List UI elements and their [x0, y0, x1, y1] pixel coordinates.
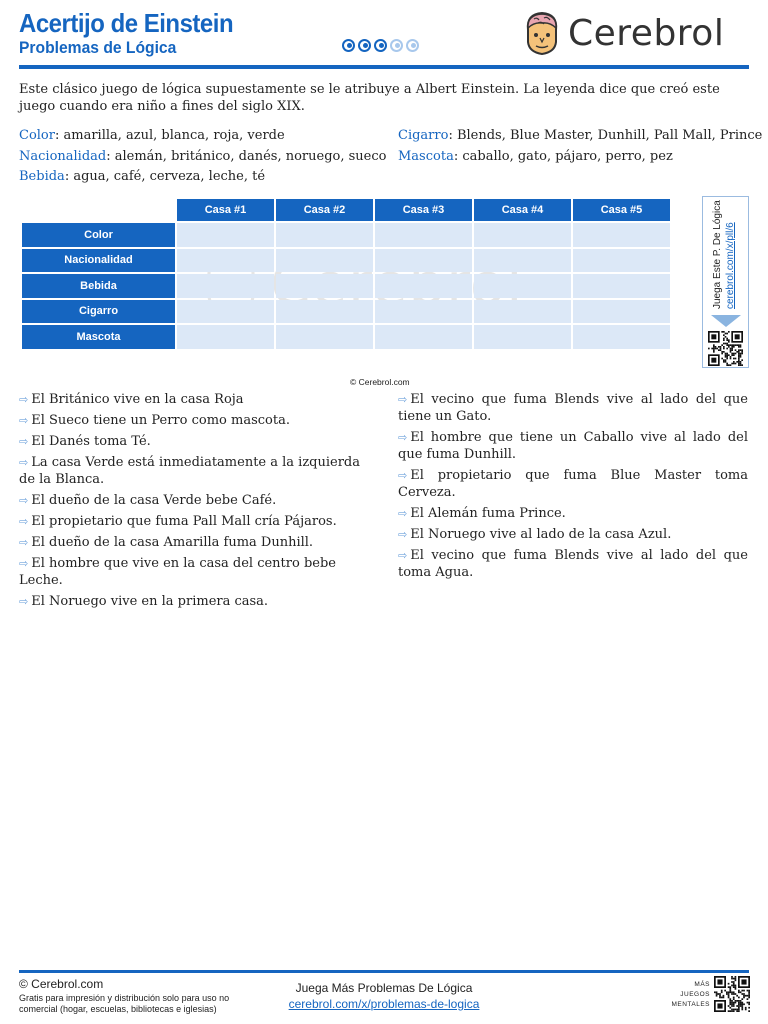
grid-cell[interactable]	[177, 223, 274, 247]
category-label: Color	[19, 128, 55, 143]
grid-cell[interactable]	[276, 223, 373, 247]
arrow-right-icon: ⇨	[398, 469, 408, 482]
grid-cell[interactable]	[375, 274, 472, 298]
clue-text: El dueño de la casa Verde bebe Café.	[31, 493, 277, 508]
grid-row	[22, 325, 670, 349]
grid-row	[22, 249, 670, 273]
clue-item	[19, 433, 375, 450]
arrow-right-icon: ⇨	[19, 494, 29, 507]
logic-grid	[20, 197, 672, 351]
clue-item	[19, 492, 375, 509]
grid-cell[interactable]	[573, 249, 670, 273]
clues-right	[398, 391, 748, 585]
intro-text: Este clásico juego de lógica supuestamente se le atribuye a Albert Einstein. La leyenda dice que creó este juego cuando era niño a fines del siglo XIX.	[19, 82, 720, 114]
categories-left	[19, 126, 386, 188]
clue-item	[19, 391, 375, 408]
footer-divider	[19, 970, 749, 973]
grid-row	[22, 300, 670, 324]
logo-text: Cerebrol	[568, 12, 725, 54]
grid-cell[interactable]	[375, 300, 472, 324]
clue-item	[398, 391, 748, 425]
clue-item	[398, 526, 748, 543]
grid-column-header: Casa #3	[375, 199, 472, 221]
difficulty-brain-icon	[342, 39, 355, 52]
clue-text: El propietario que fuma Pall Mall cría Pájaros.	[31, 514, 337, 529]
clue-text: El hombre que vive en la casa del centro bebe Leche.	[19, 556, 336, 588]
clue-text: El hombre que tiene un Caballo vive al lado del que fuma Dunhill.	[398, 430, 748, 462]
footer-more-line: MÁS	[694, 981, 710, 988]
play-online-label: Juega Este P. De Lógica	[712, 200, 723, 309]
grid-row-header: Bebida	[22, 274, 175, 298]
grid-cell[interactable]	[276, 274, 373, 298]
clue-text: El vecino que fuma Blends vive al lado del que toma Agua.	[398, 548, 748, 580]
clue-text: El vecino que fuma Blends vive al lado del que tiene un Gato.	[398, 392, 748, 424]
category-values: : alemán, británico, danés, noruego, sueco	[106, 148, 387, 164]
clue-text: El propietario que fuma Blue Master toma Cerveza.	[398, 468, 748, 500]
grid-cell[interactable]	[474, 274, 571, 298]
grid-cell[interactable]	[276, 249, 373, 273]
grid-column-header: Casa #5	[573, 199, 670, 221]
arrow-right-icon: ⇨	[398, 507, 408, 520]
arrow-right-icon: ⇨	[398, 431, 408, 444]
footer-cta-link[interactable]: cerebrol.com/x/problemas-de-logica	[288, 997, 480, 1011]
arrow-right-icon: ⇨	[19, 557, 29, 570]
brain-head-icon	[522, 10, 562, 56]
grid-cell[interactable]	[177, 325, 274, 349]
clues-left	[19, 391, 375, 614]
arrow-right-icon: ⇨	[398, 393, 408, 406]
clue-item	[19, 412, 375, 429]
category-values: : Blends, Blue Master, Dunhill, Pall Mall, Prince	[448, 128, 763, 143]
grid-row-header: Mascota	[22, 325, 175, 349]
page-subtitle: Problemas de Lógica	[19, 38, 177, 57]
difficulty-brain-icon	[358, 39, 371, 52]
footer-cta	[282, 981, 486, 1011]
clue-item	[398, 467, 748, 501]
arrow-right-icon: ⇨	[19, 393, 29, 406]
arrow-right-icon: ⇨	[398, 549, 408, 562]
clue-item	[398, 429, 748, 463]
qr-code-icon[interactable]	[714, 976, 750, 1012]
play-online-text	[711, 200, 737, 309]
grid-row-header: Cigarro	[22, 300, 175, 324]
category-values: : caballo, gato, pájaro, perro, pez	[453, 148, 673, 164]
categories-right	[398, 126, 762, 167]
grid-cell[interactable]	[474, 249, 571, 273]
clue-text: La casa Verde está inmediatamente a la izquierda de la Blanca.	[19, 455, 361, 487]
page-title: Acertijo de Einstein	[19, 8, 234, 38]
clue-item	[19, 454, 375, 488]
footer-more-games	[666, 980, 710, 1010]
difficulty-brain-icon	[406, 39, 419, 52]
grid-row-header: Color	[22, 223, 175, 247]
grid-cell[interactable]	[375, 325, 472, 349]
header-divider	[19, 65, 749, 69]
arrow-right-icon: ⇨	[398, 528, 408, 541]
clue-item	[19, 555, 375, 589]
category-label: Bebida	[19, 169, 65, 184]
grid-cell[interactable]	[375, 223, 472, 247]
clue-text: El Alemán fuma Prince.	[410, 506, 566, 521]
grid-cell[interactable]	[573, 300, 670, 324]
clue-text: El Sueco tiene un Perro como mascota.	[31, 413, 290, 428]
clue-item	[19, 593, 375, 610]
clue-text: El Noruego vive al lado de la casa Azul.	[410, 527, 672, 542]
category-line	[19, 167, 386, 188]
play-online-panel[interactable]	[702, 196, 749, 368]
grid-cell[interactable]	[177, 249, 274, 273]
clue-text: El dueño de la casa Amarilla fuma Dunhill.	[31, 535, 314, 550]
arrow-right-icon: ⇨	[19, 536, 29, 549]
grid-cell[interactable]	[573, 274, 670, 298]
grid-cell[interactable]	[375, 249, 472, 273]
category-line	[398, 126, 762, 147]
difficulty-brain-icon	[374, 39, 387, 52]
grid-corner	[22, 199, 175, 221]
grid-row	[22, 223, 670, 247]
clue-text: El Británico vive en la casa Roja	[31, 392, 244, 407]
grid-row-header: Nacionalidad	[22, 249, 175, 273]
grid-cell[interactable]	[177, 274, 274, 298]
arrow-right-icon: ⇨	[19, 595, 29, 608]
footer-cta-text: Juega Más Problemas De Lógica	[295, 981, 473, 995]
grid-cell[interactable]	[573, 223, 670, 247]
category-label: Mascota	[398, 148, 454, 164]
qr-code-icon[interactable]	[708, 331, 743, 366]
clue-text: El Danés toma Té.	[31, 434, 151, 449]
category-line	[398, 147, 762, 168]
category-label: Nacionalidad	[19, 148, 107, 164]
category-values: : agua, café, cerveza, leche, té	[64, 169, 266, 184]
arrow-down-icon	[711, 315, 741, 327]
footer-more-line: MENTALES	[671, 1001, 710, 1008]
arrow-right-icon: ⇨	[19, 515, 29, 528]
grid-column-header: Casa #4	[474, 199, 571, 221]
clue-text: El Noruego vive en la primera casa.	[31, 594, 269, 609]
grid-cell[interactable]	[276, 325, 373, 349]
grid-row	[22, 274, 670, 298]
difficulty-indicator	[342, 39, 419, 52]
footer-left	[19, 977, 259, 1015]
arrow-right-icon: ⇨	[19, 456, 29, 469]
difficulty-brain-icon	[390, 39, 403, 52]
clue-item	[19, 513, 375, 530]
clue-item	[398, 547, 748, 581]
category-label: Cigarro	[398, 128, 449, 143]
clue-item	[398, 505, 748, 522]
cerebrol-logo[interactable]	[522, 10, 724, 56]
grid-cell[interactable]	[474, 325, 571, 349]
category-line	[19, 147, 386, 168]
grid-cell[interactable]	[474, 223, 571, 247]
grid-cell[interactable]	[573, 325, 670, 349]
category-line	[19, 126, 386, 147]
footer-license-note: Gratis para impresión y distribución solo para uso no comercial (hogar, escuelas, bibliotecas e iglesias)	[19, 993, 230, 1014]
grid-column-header: Casa #2	[276, 199, 373, 221]
grid-cell[interactable]	[474, 300, 571, 324]
grid-copyright: © Cerebrol.com	[350, 377, 410, 387]
category-values: : amarilla, azul, blanca, roja, verde	[54, 128, 285, 143]
footer-site: © Cerebrol.com	[19, 977, 104, 991]
footer-more-line: JUEGOS	[680, 991, 710, 998]
clue-item	[19, 534, 375, 551]
play-online-link[interactable]: cerebrol.com/x/pll/6	[725, 222, 736, 309]
arrow-right-icon: ⇨	[19, 435, 29, 448]
grid-cell[interactable]	[276, 300, 373, 324]
grid-column-header: Casa #1	[177, 199, 274, 221]
grid-cell[interactable]	[177, 300, 274, 324]
arrow-right-icon: ⇨	[19, 414, 29, 427]
